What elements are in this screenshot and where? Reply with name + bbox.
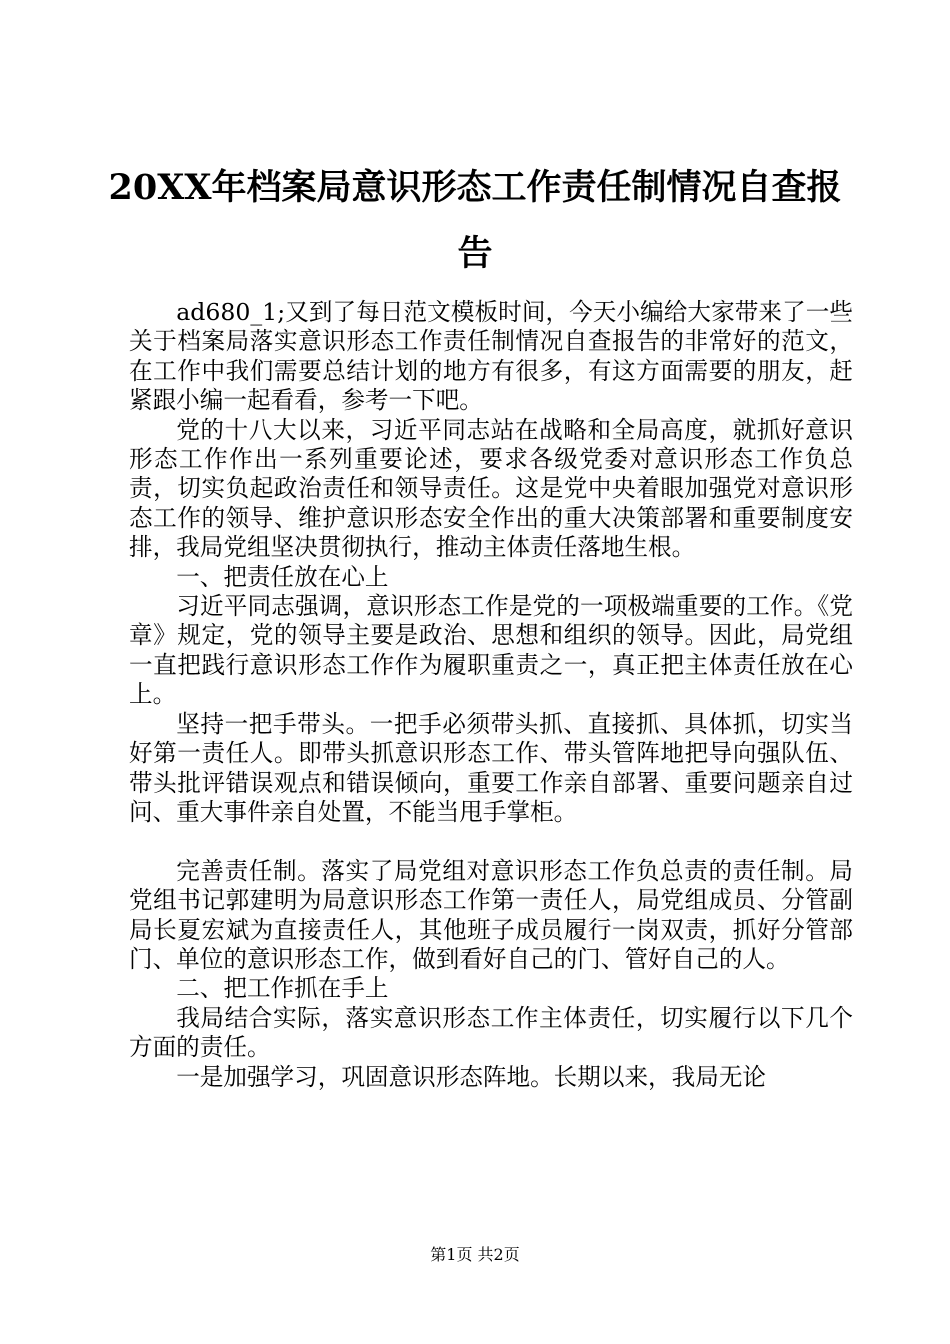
section-heading-2: 二、把工作抓在手上: [176, 974, 389, 1003]
paragraph: 一是加强学习，巩固意识形态阵地。长期以来，我局无论: [176, 1062, 767, 1091]
paragraph: 坚持一把手带头。一把手必须带头抓、直接抓、具体抓，切实当好第一责任人。即带头抓意识形态工作、带头管阵地把导向强队伍、带头批评错误观点和错误倾向，重要工作亲自部署、重要问题亲自过问、重大事件亲自处置，不能当甩手掌柜。: [129, 709, 853, 826]
document-body: [129, 298, 853, 1092]
paragraph: 党的十八大以来，习近平同志站在战略和全局高度，就抓好意识形态工作作出一系列重要论述，要求各级党委对意识形态工作负总责，切实负起政治责任和领导责任。这是党中央着眼加强党对意识形态工作的领导、维护意识形态安全作出的重大决策部署和重要制度安排，我局党组坚决贯彻执行，推动主体责任落地生根。: [129, 415, 853, 562]
paragraph: 我局结合实际，落实意识形态工作主体责任，切实履行以下几个方面的责任。: [129, 1003, 853, 1062]
page-indicator: 第1页 共2页: [430, 1245, 520, 1264]
document-title: 20XX年档案局意识形态工作责任制情况自查报告: [108, 167, 842, 274]
paragraph-intro: ad680_1;又到了每日范文模板时间，今天小编给大家带来了一些关于档案局落实意识形态工作责任制情况自查报告的非常好的范文，在工作中我们需要总结计划的地方有很多，有这方面需要的朋友，赶紧跟小编一起看看，参考一下吧。: [129, 298, 853, 415]
paragraph: 习近平同志强调，意识形态工作是党的一项极端重要的工作。《党章》规定，党的领导主要是政治、思想和组织的领导。因此，局党组一直把践行意识形态工作作为履职重责之一，真正把主体责任放在心上。: [129, 592, 853, 709]
section-heading-1: 一、把责任放在心上: [176, 562, 389, 591]
paragraph: 完善责任制。落实了局党组对意识形态工作负总责的责任制。局党组书记郭建明为局意识形态工作第一责任人，局党组成员、分管副局长夏宏斌为直接责任人，其他班子成员履行一岗双责，抓好分管部门、单位的意识形态工作，做到看好自己的门、管好自己的人。: [129, 856, 853, 973]
